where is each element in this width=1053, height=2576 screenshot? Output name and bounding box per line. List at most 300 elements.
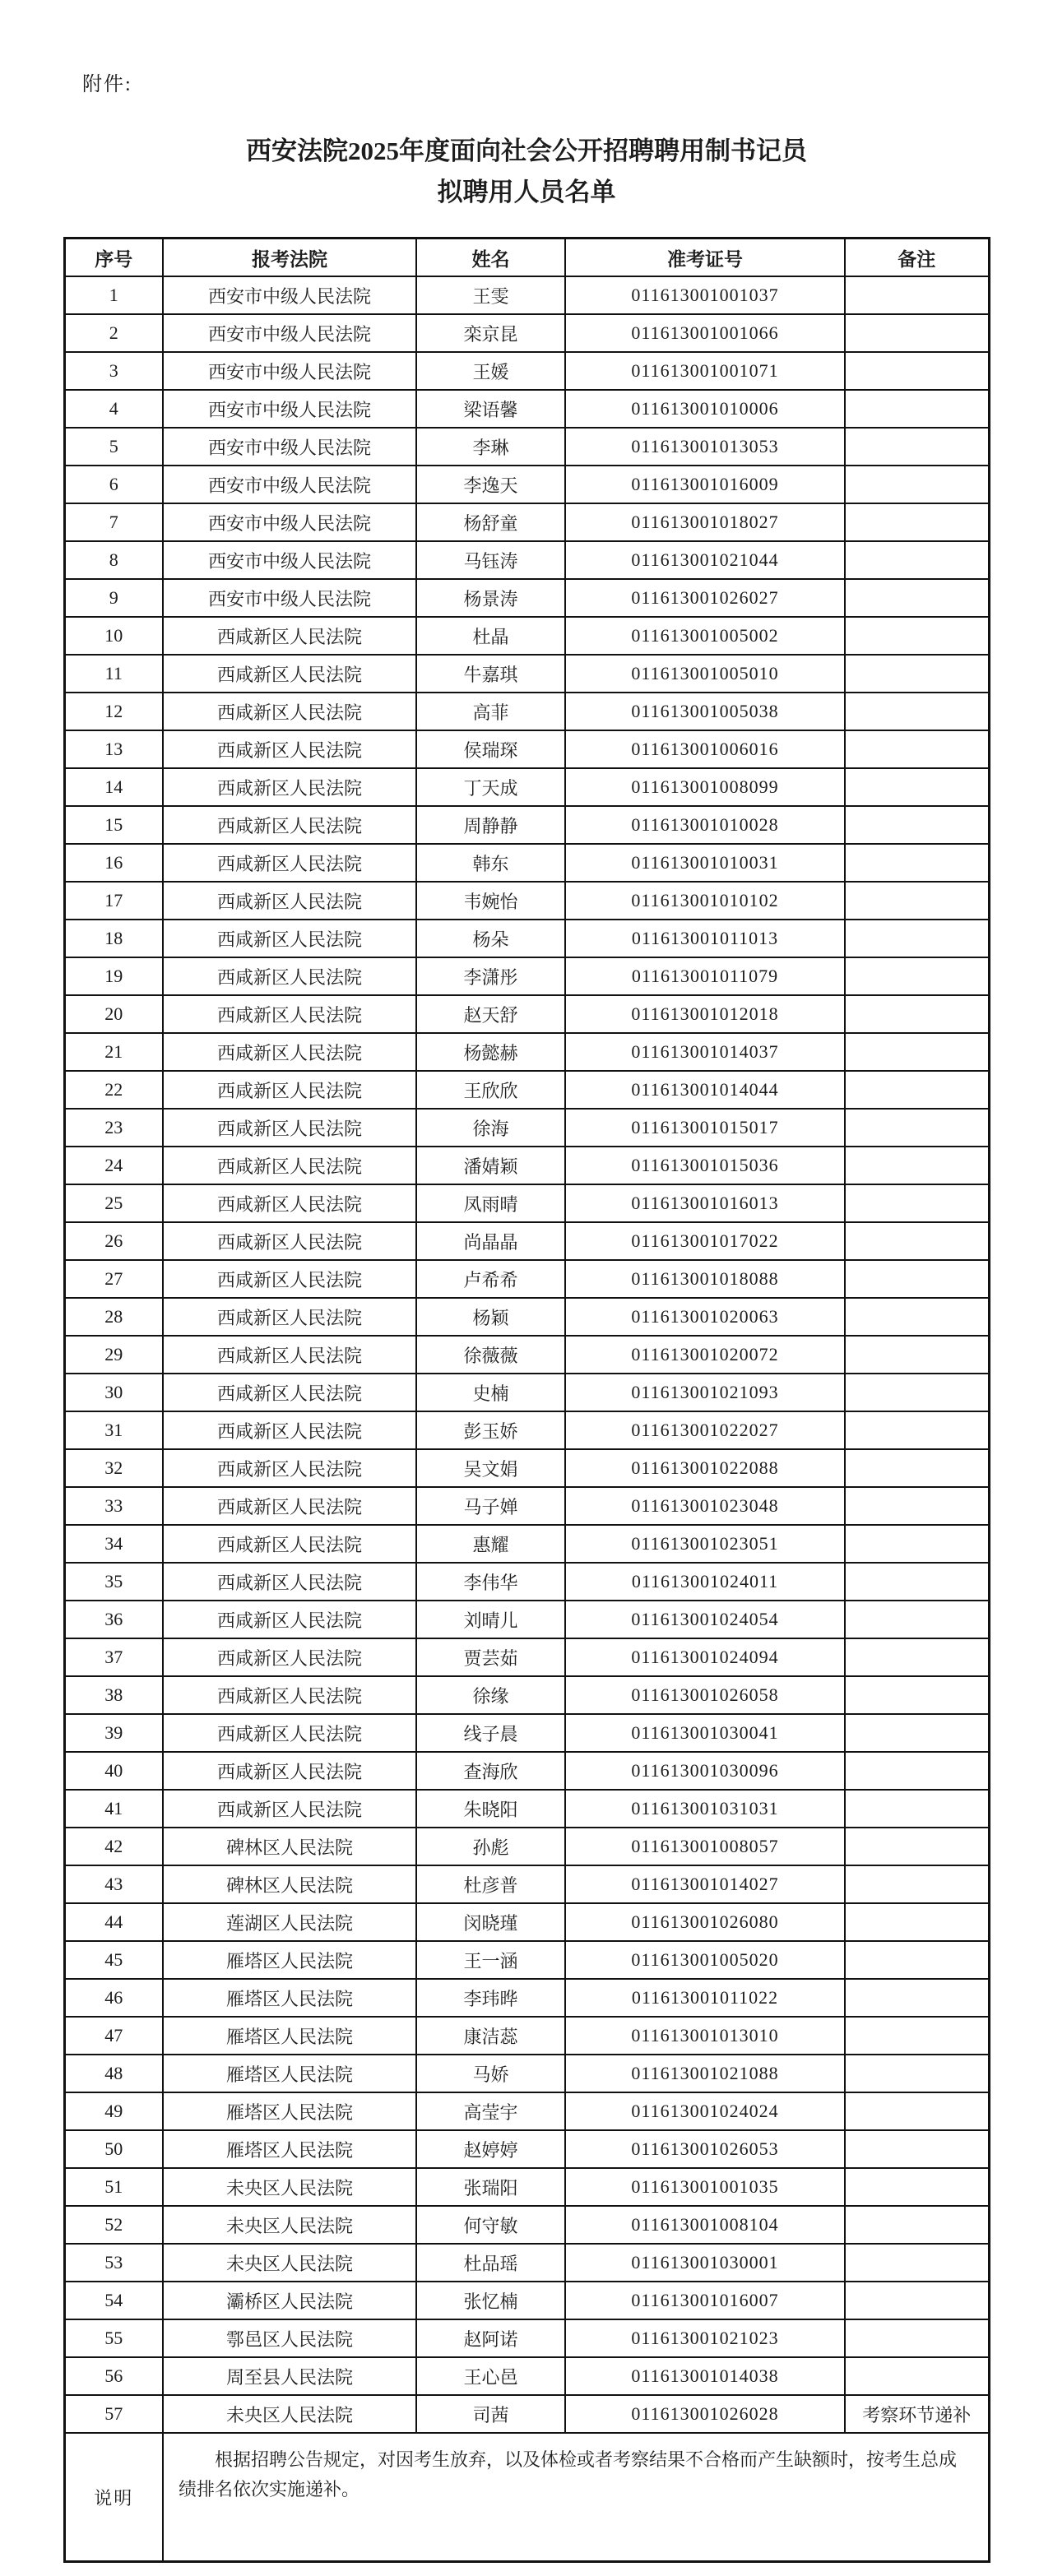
cell-name: 牛嘉琪 bbox=[416, 655, 565, 693]
table-row bbox=[64, 314, 989, 352]
cell-seq: 45 bbox=[64, 1941, 163, 1979]
cell-name: 徐海 bbox=[416, 1109, 565, 1147]
table-row bbox=[64, 276, 989, 314]
cell-remark bbox=[845, 617, 989, 655]
cell-name: 栾京昆 bbox=[416, 314, 565, 352]
note-text: 根据招聘公告规定，对因考生放弃，以及体检或者考察结果不合格而产生缺额时，按考生总成绩排名依次实施递补。 bbox=[163, 2433, 989, 2562]
cell-seq: 15 bbox=[64, 806, 163, 844]
cell-seq: 39 bbox=[64, 1714, 163, 1752]
cell-court: 西安市中级人民法院 bbox=[163, 390, 416, 428]
table-row bbox=[64, 2244, 989, 2282]
cell-remark bbox=[845, 1374, 989, 1411]
table-row bbox=[64, 1147, 989, 1184]
table-row bbox=[64, 2055, 989, 2092]
cell-court: 西咸新区人民法院 bbox=[163, 1147, 416, 1184]
cell-remark bbox=[845, 1298, 989, 1336]
cell-seq: 53 bbox=[64, 2244, 163, 2282]
cell-seq: 54 bbox=[64, 2282, 163, 2319]
cell-court: 西咸新区人民法院 bbox=[163, 1752, 416, 1790]
cell-ticket: 011613001015017 bbox=[565, 1109, 845, 1147]
cell-remark bbox=[845, 730, 989, 768]
cell-name: 彭玉娇 bbox=[416, 1411, 565, 1449]
cell-name: 杨景涛 bbox=[416, 579, 565, 617]
cell-seq: 38 bbox=[64, 1676, 163, 1714]
cell-name: 杜晶 bbox=[416, 617, 565, 655]
cell-name: 杜彦普 bbox=[416, 1865, 565, 1903]
cell-name: 孙彪 bbox=[416, 1828, 565, 1865]
cell-ticket: 011613001008099 bbox=[565, 768, 845, 806]
cell-remark bbox=[845, 1147, 989, 1184]
cell-name: 杜品瑶 bbox=[416, 2244, 565, 2282]
table-row bbox=[64, 1109, 989, 1147]
table-row bbox=[64, 1638, 989, 1676]
table-row bbox=[64, 1601, 989, 1638]
cell-ticket: 011613001023048 bbox=[565, 1487, 845, 1525]
cell-seq: 55 bbox=[64, 2319, 163, 2357]
cell-court: 西咸新区人民法院 bbox=[163, 806, 416, 844]
cell-remark bbox=[845, 1449, 989, 1487]
cell-remark bbox=[845, 2282, 989, 2319]
table-row bbox=[64, 1336, 989, 1374]
table-row bbox=[64, 352, 989, 390]
cell-court: 西安市中级人民法院 bbox=[163, 276, 416, 314]
cell-ticket: 011613001014038 bbox=[565, 2357, 845, 2395]
cell-court: 西咸新区人民法院 bbox=[163, 768, 416, 806]
table-row bbox=[64, 1374, 989, 1411]
table-row bbox=[64, 2017, 989, 2055]
cell-court: 西咸新区人民法院 bbox=[163, 1487, 416, 1525]
cell-seq: 42 bbox=[64, 1828, 163, 1865]
cell-remark bbox=[845, 995, 989, 1033]
cell-remark bbox=[845, 2319, 989, 2357]
cell-seq: 3 bbox=[64, 352, 163, 390]
cell-remark bbox=[845, 1601, 989, 1638]
table-row bbox=[64, 2168, 989, 2206]
cell-court: 西咸新区人民法院 bbox=[163, 617, 416, 655]
cell-seq: 41 bbox=[64, 1790, 163, 1828]
cell-ticket: 011613001016013 bbox=[565, 1184, 845, 1222]
cell-seq: 7 bbox=[64, 503, 163, 541]
cell-remark bbox=[845, 579, 989, 617]
cell-remark bbox=[845, 1411, 989, 1449]
cell-ticket: 011613001021044 bbox=[565, 541, 845, 579]
cell-name: 吴文娟 bbox=[416, 1449, 565, 1487]
cell-ticket: 011613001024054 bbox=[565, 1601, 845, 1638]
cell-seq: 40 bbox=[64, 1752, 163, 1790]
cell-ticket: 011613001014027 bbox=[565, 1865, 845, 1903]
table-row bbox=[64, 1563, 989, 1601]
cell-name: 王欣欣 bbox=[416, 1071, 565, 1109]
cell-court: 碑林区人民法院 bbox=[163, 1865, 416, 1903]
cell-court: 西咸新区人民法院 bbox=[163, 995, 416, 1033]
cell-name: 王一涵 bbox=[416, 1941, 565, 1979]
cell-court: 雁塔区人民法院 bbox=[163, 2017, 416, 2055]
page-title-line1: 西安法院2025年度面向社会公开招聘聘用制书记员 bbox=[246, 137, 807, 165]
cell-ticket: 011613001001071 bbox=[565, 352, 845, 390]
cell-name: 王雯 bbox=[416, 276, 565, 314]
cell-seq: 34 bbox=[64, 1525, 163, 1563]
cell-remark bbox=[845, 1033, 989, 1071]
cell-seq: 19 bbox=[64, 957, 163, 995]
cell-remark bbox=[845, 1941, 989, 1979]
cell-ticket: 011613001021093 bbox=[565, 1374, 845, 1411]
table-row bbox=[64, 693, 989, 730]
cell-court: 西咸新区人民法院 bbox=[163, 1109, 416, 1147]
cell-name: 赵婷婷 bbox=[416, 2130, 565, 2168]
table-row bbox=[64, 428, 989, 466]
table-row bbox=[64, 768, 989, 806]
cell-name: 韩东 bbox=[416, 844, 565, 882]
cell-ticket: 011613001020063 bbox=[565, 1298, 845, 1336]
table-row bbox=[64, 466, 989, 503]
roster-header bbox=[64, 239, 989, 277]
cell-name: 张瑞阳 bbox=[416, 2168, 565, 2206]
cell-seq: 36 bbox=[64, 1601, 163, 1638]
cell-remark bbox=[845, 1714, 989, 1752]
cell-ticket: 011613001023051 bbox=[565, 1525, 845, 1563]
cell-ticket: 011613001001066 bbox=[565, 314, 845, 352]
cell-court: 西安市中级人民法院 bbox=[163, 541, 416, 579]
cell-name: 梁语馨 bbox=[416, 390, 565, 428]
roster-table bbox=[63, 237, 990, 2563]
cell-name: 马娇 bbox=[416, 2055, 565, 2092]
cell-name: 赵天舒 bbox=[416, 995, 565, 1033]
table-row bbox=[64, 579, 989, 617]
cell-seq: 56 bbox=[64, 2357, 163, 2395]
cell-court: 西咸新区人民法院 bbox=[163, 1449, 416, 1487]
cell-name: 康洁蕊 bbox=[416, 2017, 565, 2055]
cell-seq: 52 bbox=[64, 2206, 163, 2244]
cell-remark bbox=[845, 2168, 989, 2206]
note-label: 说明 bbox=[64, 2433, 163, 2562]
cell-remark bbox=[845, 428, 989, 466]
cell-name: 王心邑 bbox=[416, 2357, 565, 2395]
cell-seq: 13 bbox=[64, 730, 163, 768]
cell-name: 周静静 bbox=[416, 806, 565, 844]
cell-name: 韦婉怡 bbox=[416, 882, 565, 920]
cell-seq: 33 bbox=[64, 1487, 163, 1525]
cell-court: 灞桥区人民法院 bbox=[163, 2282, 416, 2319]
cell-seq: 1 bbox=[64, 276, 163, 314]
cell-name: 李潇彤 bbox=[416, 957, 565, 995]
cell-court: 西咸新区人民法院 bbox=[163, 1714, 416, 1752]
cell-court: 未央区人民法院 bbox=[163, 2395, 416, 2433]
cell-name: 李琳 bbox=[416, 428, 565, 466]
cell-ticket: 011613001031031 bbox=[565, 1790, 845, 1828]
cell-court: 西咸新区人民法院 bbox=[163, 844, 416, 882]
cell-court: 西安市中级人民法院 bbox=[163, 428, 416, 466]
cell-remark bbox=[845, 276, 989, 314]
cell-name: 史楠 bbox=[416, 1374, 565, 1411]
cell-court: 雁塔区人民法院 bbox=[163, 2092, 416, 2130]
cell-seq: 31 bbox=[64, 1411, 163, 1449]
cell-ticket: 011613001026053 bbox=[565, 2130, 845, 2168]
cell-ticket: 011613001014044 bbox=[565, 1071, 845, 1109]
cell-ticket: 011613001010006 bbox=[565, 390, 845, 428]
table-row bbox=[64, 1676, 989, 1714]
attachment-label: 附件: bbox=[82, 74, 132, 95]
table-row bbox=[64, 503, 989, 541]
cell-ticket: 011613001026027 bbox=[565, 579, 845, 617]
cell-remark bbox=[845, 693, 989, 730]
cell-court: 西咸新区人民法院 bbox=[163, 1260, 416, 1298]
cell-name: 惠耀 bbox=[416, 1525, 565, 1563]
table-row bbox=[64, 844, 989, 882]
note-row bbox=[64, 2433, 989, 2562]
table-row bbox=[64, 617, 989, 655]
table-row bbox=[64, 1260, 989, 1298]
column-header-seq: 序号 bbox=[64, 239, 163, 277]
cell-seq: 24 bbox=[64, 1147, 163, 1184]
cell-remark bbox=[845, 1828, 989, 1865]
cell-remark bbox=[845, 2206, 989, 2244]
cell-ticket: 011613001017022 bbox=[565, 1222, 845, 1260]
cell-court: 西咸新区人民法院 bbox=[163, 655, 416, 693]
cell-seq: 10 bbox=[64, 617, 163, 655]
cell-court: 西安市中级人民法院 bbox=[163, 352, 416, 390]
cell-remark bbox=[845, 503, 989, 541]
cell-seq: 43 bbox=[64, 1865, 163, 1903]
table-row bbox=[64, 1865, 989, 1903]
page-title bbox=[0, 131, 1053, 212]
cell-court: 西咸新区人民法院 bbox=[163, 1184, 416, 1222]
cell-ticket: 011613001020072 bbox=[565, 1336, 845, 1374]
cell-name: 李玮晔 bbox=[416, 1979, 565, 2017]
cell-ticket: 011613001030041 bbox=[565, 1714, 845, 1752]
cell-court: 西咸新区人民法院 bbox=[163, 1033, 416, 1071]
cell-ticket: 011613001005038 bbox=[565, 693, 845, 730]
cell-remark bbox=[845, 957, 989, 995]
cell-remark bbox=[845, 1525, 989, 1563]
cell-ticket: 011613001016007 bbox=[565, 2282, 845, 2319]
cell-seq: 21 bbox=[64, 1033, 163, 1071]
table-row bbox=[64, 957, 989, 995]
cell-seq: 44 bbox=[64, 1903, 163, 1941]
table-row bbox=[64, 655, 989, 693]
cell-remark bbox=[845, 2130, 989, 2168]
cell-court: 周至县人民法院 bbox=[163, 2357, 416, 2395]
cell-ticket: 011613001021023 bbox=[565, 2319, 845, 2357]
cell-seq: 26 bbox=[64, 1222, 163, 1260]
cell-ticket: 011613001013053 bbox=[565, 428, 845, 466]
cell-court: 西咸新区人民法院 bbox=[163, 920, 416, 957]
cell-court: 西咸新区人民法院 bbox=[163, 1071, 416, 1109]
cell-remark bbox=[845, 1109, 989, 1147]
cell-seq: 12 bbox=[64, 693, 163, 730]
table-row bbox=[64, 2206, 989, 2244]
table-row bbox=[64, 1790, 989, 1828]
cell-seq: 25 bbox=[64, 1184, 163, 1222]
cell-ticket: 011613001018027 bbox=[565, 503, 845, 541]
cell-seq: 28 bbox=[64, 1298, 163, 1336]
cell-seq: 51 bbox=[64, 2168, 163, 2206]
cell-ticket: 011613001030096 bbox=[565, 1752, 845, 1790]
cell-remark bbox=[845, 1979, 989, 2017]
cell-seq: 17 bbox=[64, 882, 163, 920]
cell-ticket: 011613001026028 bbox=[565, 2395, 845, 2433]
table-row bbox=[64, 2357, 989, 2395]
cell-seq: 9 bbox=[64, 579, 163, 617]
cell-seq: 50 bbox=[64, 2130, 163, 2168]
cell-remark bbox=[845, 768, 989, 806]
cell-remark bbox=[845, 655, 989, 693]
cell-court: 西咸新区人民法院 bbox=[163, 1298, 416, 1336]
table-row bbox=[64, 1411, 989, 1449]
cell-name: 李伟华 bbox=[416, 1563, 565, 1601]
cell-ticket: 011613001021088 bbox=[565, 2055, 845, 2092]
cell-remark bbox=[845, 390, 989, 428]
cell-name: 杨朵 bbox=[416, 920, 565, 957]
cell-name: 王媛 bbox=[416, 352, 565, 390]
cell-remark bbox=[845, 1184, 989, 1222]
cell-court: 西咸新区人民法院 bbox=[163, 730, 416, 768]
cell-ticket: 011613001011013 bbox=[565, 920, 845, 957]
cell-name: 丁天成 bbox=[416, 768, 565, 806]
table-row bbox=[64, 806, 989, 844]
cell-ticket: 011613001022088 bbox=[565, 1449, 845, 1487]
cell-ticket: 011613001008104 bbox=[565, 2206, 845, 2244]
table-row bbox=[64, 1449, 989, 1487]
cell-remark bbox=[845, 1865, 989, 1903]
cell-court: 雁塔区人民法院 bbox=[163, 1979, 416, 2017]
table-row bbox=[64, 1525, 989, 1563]
cell-ticket: 011613001016009 bbox=[565, 466, 845, 503]
cell-remark bbox=[845, 920, 989, 957]
cell-court: 未央区人民法院 bbox=[163, 2206, 416, 2244]
table-row bbox=[64, 1714, 989, 1752]
cell-remark bbox=[845, 2092, 989, 2130]
cell-remark bbox=[845, 1676, 989, 1714]
cell-name: 朱晓阳 bbox=[416, 1790, 565, 1828]
cell-name: 闵晓瑾 bbox=[416, 1903, 565, 1941]
cell-court: 西咸新区人民法院 bbox=[163, 1525, 416, 1563]
table-row bbox=[64, 541, 989, 579]
cell-ticket: 011613001010028 bbox=[565, 806, 845, 844]
cell-name: 马子婵 bbox=[416, 1487, 565, 1525]
cell-seq: 11 bbox=[64, 655, 163, 693]
table-row bbox=[64, 920, 989, 957]
cell-remark bbox=[845, 2017, 989, 2055]
cell-seq: 5 bbox=[64, 428, 163, 466]
cell-court: 西安市中级人民法院 bbox=[163, 314, 416, 352]
cell-name: 司茜 bbox=[416, 2395, 565, 2433]
cell-remark bbox=[845, 541, 989, 579]
cell-seq: 22 bbox=[64, 1071, 163, 1109]
cell-seq: 23 bbox=[64, 1109, 163, 1147]
cell-remark bbox=[845, 1487, 989, 1525]
table-row bbox=[64, 730, 989, 768]
cell-remark bbox=[845, 1336, 989, 1374]
cell-ticket: 011613001001037 bbox=[565, 276, 845, 314]
cell-remark bbox=[845, 2055, 989, 2092]
cell-name: 马钰涛 bbox=[416, 541, 565, 579]
cell-seq: 48 bbox=[64, 2055, 163, 2092]
cell-remark bbox=[845, 806, 989, 844]
cell-seq: 35 bbox=[64, 1563, 163, 1601]
cell-ticket: 011613001014037 bbox=[565, 1033, 845, 1071]
cell-remark bbox=[845, 1222, 989, 1260]
cell-remark bbox=[845, 1563, 989, 1601]
cell-seq: 6 bbox=[64, 466, 163, 503]
cell-remark bbox=[845, 1903, 989, 1941]
cell-court: 西咸新区人民法院 bbox=[163, 693, 416, 730]
cell-court: 西咸新区人民法院 bbox=[163, 957, 416, 995]
cell-ticket: 011613001011022 bbox=[565, 1979, 845, 2017]
cell-name: 潘婧颖 bbox=[416, 1147, 565, 1184]
cell-court: 鄠邑区人民法院 bbox=[163, 2319, 416, 2357]
cell-remark bbox=[845, 1260, 989, 1298]
cell-remark bbox=[845, 1071, 989, 1109]
cell-name: 尚晶晶 bbox=[416, 1222, 565, 1260]
cell-ticket: 011613001005020 bbox=[565, 1941, 845, 1979]
cell-ticket: 011613001024024 bbox=[565, 2092, 845, 2130]
cell-remark bbox=[845, 2244, 989, 2282]
cell-court: 西咸新区人民法院 bbox=[163, 1411, 416, 1449]
cell-ticket: 011613001006016 bbox=[565, 730, 845, 768]
page-title-line2: 拟聘用人员名单 bbox=[437, 177, 616, 206]
cell-seq: 8 bbox=[64, 541, 163, 579]
cell-court: 西咸新区人民法院 bbox=[163, 1676, 416, 1714]
cell-ticket: 011613001010031 bbox=[565, 844, 845, 882]
cell-ticket: 011613001024094 bbox=[565, 1638, 845, 1676]
cell-court: 西咸新区人民法院 bbox=[163, 1638, 416, 1676]
cell-name: 何守敏 bbox=[416, 2206, 565, 2244]
cell-court: 西安市中级人民法院 bbox=[163, 466, 416, 503]
table-row bbox=[64, 1903, 989, 1941]
table-row bbox=[64, 2319, 989, 2357]
cell-name: 李逸天 bbox=[416, 466, 565, 503]
cell-ticket: 011613001022027 bbox=[565, 1411, 845, 1449]
cell-court: 西咸新区人民法院 bbox=[163, 1374, 416, 1411]
cell-remark bbox=[845, 882, 989, 920]
cell-name: 高菲 bbox=[416, 693, 565, 730]
table-row bbox=[64, 1752, 989, 1790]
cell-remark bbox=[845, 1752, 989, 1790]
cell-ticket: 011613001024011 bbox=[565, 1563, 845, 1601]
table-row bbox=[64, 390, 989, 428]
cell-ticket: 011613001005002 bbox=[565, 617, 845, 655]
cell-seq: 32 bbox=[64, 1449, 163, 1487]
cell-remark bbox=[845, 1638, 989, 1676]
cell-court: 西咸新区人民法院 bbox=[163, 1601, 416, 1638]
table-row bbox=[64, 995, 989, 1033]
cell-seq: 27 bbox=[64, 1260, 163, 1298]
table-row bbox=[64, 1487, 989, 1525]
table-row bbox=[64, 1298, 989, 1336]
cell-court: 西咸新区人民法院 bbox=[163, 882, 416, 920]
cell-seq: 20 bbox=[64, 995, 163, 1033]
table-row bbox=[64, 1222, 989, 1260]
table-row bbox=[64, 2395, 989, 2433]
cell-name: 赵阿诺 bbox=[416, 2319, 565, 2357]
cell-ticket: 011613001026080 bbox=[565, 1903, 845, 1941]
cell-court: 西咸新区人民法院 bbox=[163, 1790, 416, 1828]
cell-court: 西咸新区人民法院 bbox=[163, 1222, 416, 1260]
cell-court: 莲湖区人民法院 bbox=[163, 1903, 416, 1941]
cell-name: 刘晴儿 bbox=[416, 1601, 565, 1638]
cell-name: 徐薇薇 bbox=[416, 1336, 565, 1374]
cell-seq: 2 bbox=[64, 314, 163, 352]
cell-name: 杨舒童 bbox=[416, 503, 565, 541]
cell-name: 卢希希 bbox=[416, 1260, 565, 1298]
cell-remark bbox=[845, 1790, 989, 1828]
column-header-name: 姓名 bbox=[416, 239, 565, 277]
cell-name: 凤雨晴 bbox=[416, 1184, 565, 1222]
roster-footer bbox=[64, 2433, 989, 2562]
cell-ticket: 011613001026058 bbox=[565, 1676, 845, 1714]
cell-seq: 46 bbox=[64, 1979, 163, 2017]
cell-court: 西咸新区人民法院 bbox=[163, 1563, 416, 1601]
